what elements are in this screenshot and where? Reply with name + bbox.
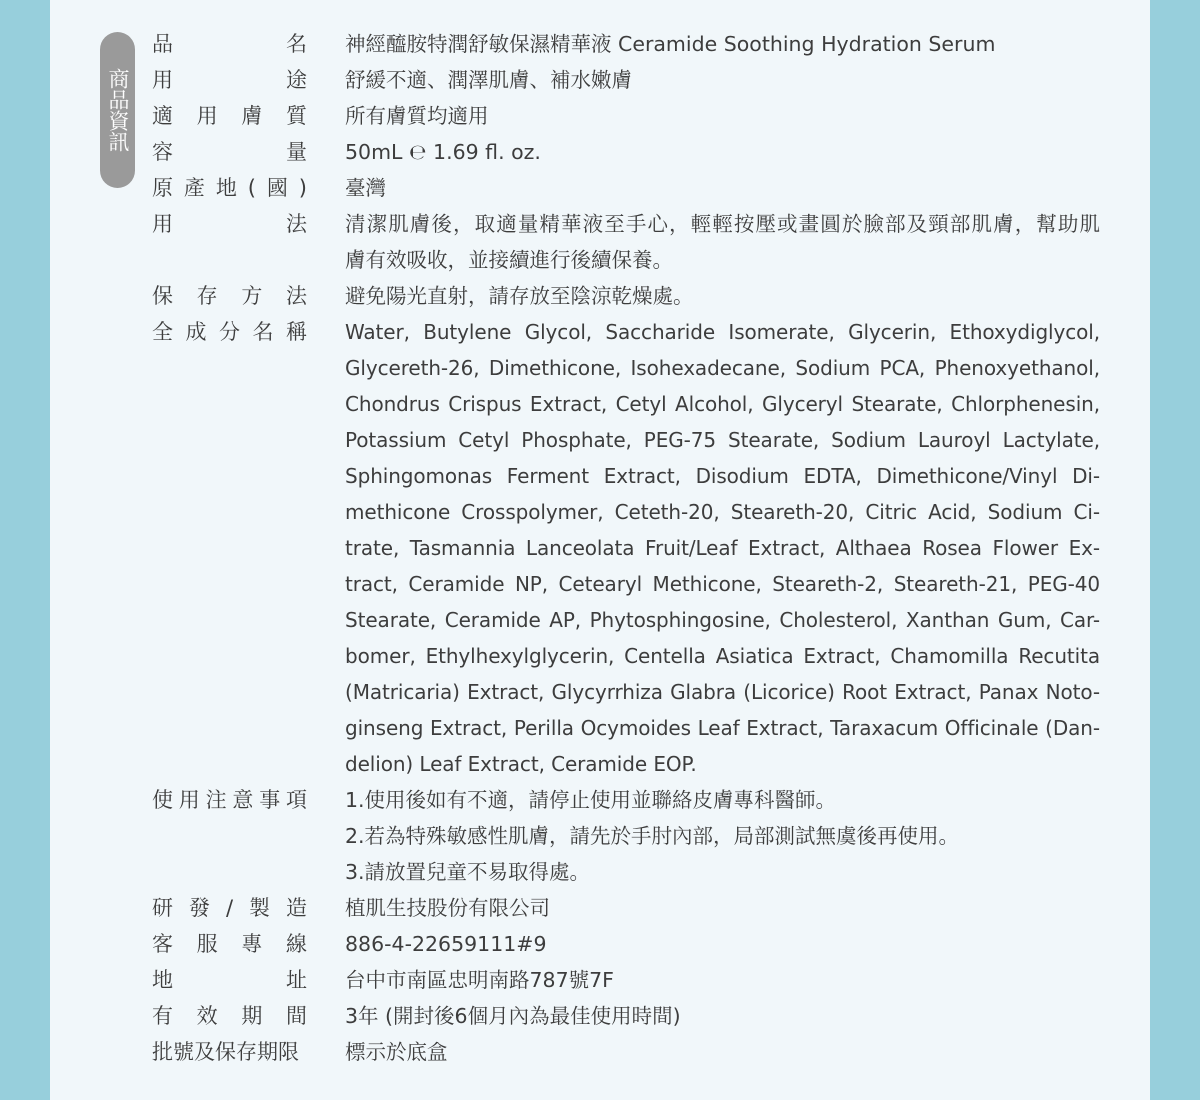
spec-value-line: 膚有效吸收，並接續進行後續保養。 <box>345 248 673 272</box>
spec-value-line: 舒緩不適、潤澤肌膚、補水嫩膚 <box>345 68 632 92</box>
spec-value-line: 神經醯胺特潤舒敏保濕精華液 Ceramide Soothing Hydration Serum <box>345 32 996 56</box>
spec-value-line: Water, Butylene Glycol, Saccharide Isomerate, Glycerin, Ethoxydiglycol, <box>345 320 1100 344</box>
spec-label: 用法 <box>152 212 307 236</box>
spec-value <box>345 206 1100 278</box>
spec-row-storage <box>0 278 1200 314</box>
spec-value-line: bomer, Ethylhexylglycerin, Centella Asiatica Extract, Chamomilla Recutita <box>345 644 1100 668</box>
spec-label: 品名 <box>152 32 307 56</box>
spec-value-line: 臺灣 <box>345 176 386 200</box>
spec-label: 用途 <box>152 68 307 92</box>
spec-row-cautions <box>0 782 1200 890</box>
spec-value-line: 1.使用後如有不適，請停止使用並聯絡皮膚專科醫師。 <box>345 788 837 812</box>
spec-value <box>345 962 1100 998</box>
spec-value-line: trate, Tasmannia Lanceolata Fruit/Leaf Extract, Althaea Rosea Flower Ex- <box>345 536 1100 560</box>
spec-value-line: tract, Ceramide NP, Cetearyl Methicone, Steareth-2, Steareth-21, PEG-40 <box>345 572 1100 596</box>
spec-row-name <box>0 26 1200 62</box>
spec-label: 研發/製造 <box>152 896 307 920</box>
badge-label: 商品資訊 <box>106 68 130 152</box>
spec-label: 容量 <box>152 140 307 164</box>
spec-value <box>345 890 1100 926</box>
spec-value-line: 避免陽光直射，請存放至陰涼乾燥處。 <box>345 284 694 308</box>
spec-row-hotline <box>0 926 1200 962</box>
spec-value-line: 所有膚質均適用 <box>345 104 489 128</box>
spec-row-origin <box>0 170 1200 206</box>
spec-label: 客服專線 <box>152 932 307 956</box>
spec-value-line: Potassium Cetyl Phosphate, PEG-75 Stearate, Sodium Lauroyl Lactylate, <box>345 428 1100 452</box>
spec-value-line: 標示於底盒 <box>345 1040 448 1064</box>
spec-table <box>0 26 1200 1070</box>
spec-value-line: 886-4-22659111#9 <box>345 932 547 956</box>
spec-value-line: 清潔肌膚後，取適量精華液至手心，輕輕按壓或畫圓於臉部及頸部肌膚，幫助肌 <box>345 212 1100 236</box>
spec-value <box>345 170 1100 206</box>
spec-value-line: ginseng Extract, Perilla Ocymoides Leaf Extract, Taraxacum Officinale (Dan- <box>345 716 1100 740</box>
spec-label: 適用膚質 <box>152 104 307 128</box>
spec-value <box>345 926 1100 962</box>
spec-value <box>345 1034 1100 1070</box>
spec-row-volume <box>0 134 1200 170</box>
spec-row-directions <box>0 206 1200 278</box>
spec-value-line: 50mL ℮ 1.69 fl. oz. <box>345 140 541 164</box>
spec-value-line: Glycereth-26, Dimethicone, Isohexadecane, Sodium PCA, Phenoxyethanol, <box>345 356 1100 380</box>
spec-row-address <box>0 962 1200 998</box>
spec-row-shelf-life <box>0 998 1200 1034</box>
spec-value <box>345 782 1100 890</box>
spec-row-manufacturer <box>0 890 1200 926</box>
spec-label: 使用注意事項 <box>152 788 307 812</box>
spec-value-line: 3年 (開封後6個月內為最佳使用時間) <box>345 1004 681 1028</box>
spec-row-batch <box>0 1034 1200 1070</box>
spec-label: 保存方法 <box>152 284 307 308</box>
spec-value-line: 2.若為特殊敏感性肌膚，請先於手肘內部，局部測試無虞後再使用。 <box>345 824 960 848</box>
spec-value-line: Chondrus Crispus Extract, Cetyl Alcohol, Glyceryl Stearate, Chlorphenesin, <box>345 392 1100 416</box>
spec-value <box>345 26 1100 62</box>
spec-value <box>345 998 1100 1034</box>
spec-row-ingredients <box>0 314 1200 782</box>
spec-row-usage <box>0 62 1200 98</box>
spec-value <box>345 62 1100 98</box>
spec-value <box>345 314 1100 782</box>
spec-label: 全成分名稱 <box>152 320 307 344</box>
spec-label: 批號及保存期限 <box>152 1040 299 1064</box>
spec-value-line: delion) Leaf Extract, Ceramide EOP. <box>345 752 697 776</box>
spec-value-line: Sphingomonas Ferment Extract, Disodium EDTA, Dimethicone/Vinyl Di- <box>345 464 1100 488</box>
spec-value <box>345 278 1100 314</box>
spec-value-line: methicone Crosspolymer, Ceteth-20, Steareth-20, Citric Acid, Sodium Ci- <box>345 500 1100 524</box>
spec-label: 有效期間 <box>152 1004 307 1028</box>
spec-value-line: 3.請放置兒童不易取得處。 <box>345 860 591 884</box>
spec-value <box>345 98 1100 134</box>
spec-value-line: 植肌生技股份有限公司 <box>345 896 550 920</box>
spec-value-line: 台中市南區忠明南路787號7F <box>345 968 614 992</box>
spec-label: 地址 <box>152 968 307 992</box>
spec-value-line: (Matricaria) Extract, Glycyrrhiza Glabra (Licorice) Root Extract, Panax Noto- <box>345 680 1100 704</box>
spec-label: 原產地(國) <box>152 176 307 200</box>
spec-value-line: Stearate, Ceramide AP, Phytosphingosine, Cholesterol, Xanthan Gum, Car- <box>345 608 1100 632</box>
spec-row-skin-type <box>0 98 1200 134</box>
spec-value <box>345 134 1100 170</box>
